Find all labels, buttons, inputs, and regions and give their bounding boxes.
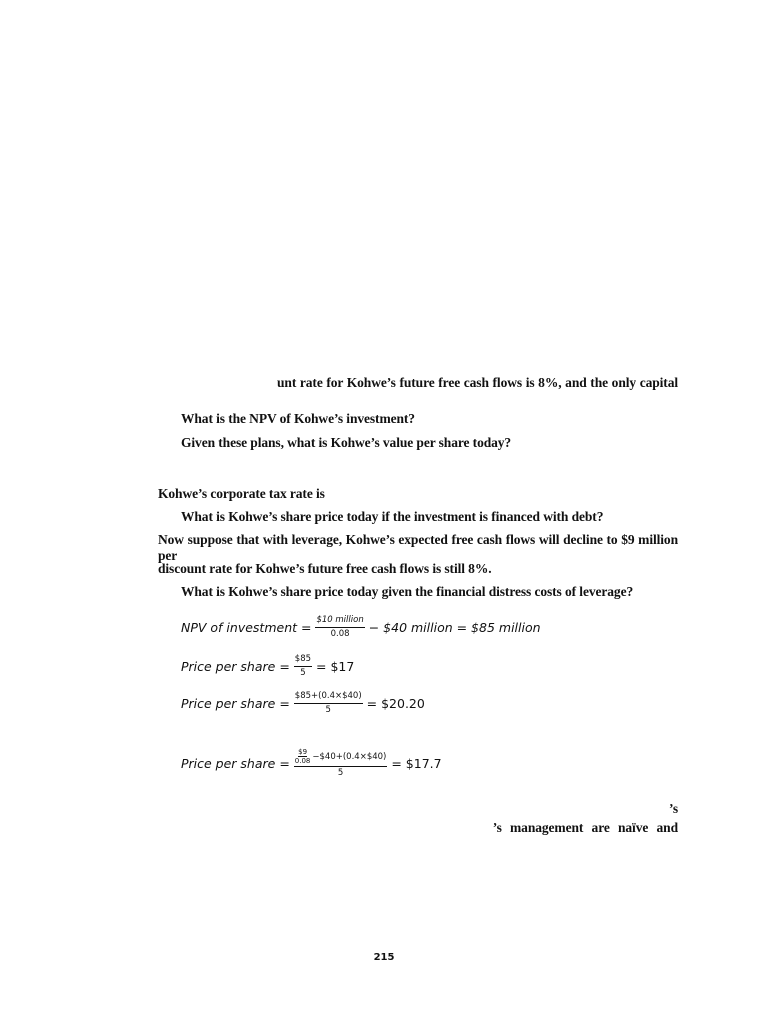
equation-price-1-rest: = $17 xyxy=(316,658,355,674)
equation-price-per-share-2 xyxy=(181,689,425,717)
equation-price-3-fraction xyxy=(294,748,388,779)
text-line-leverage xyxy=(158,532,678,564)
equation-price-3-inner-fraction xyxy=(295,748,311,765)
question-b: Given these plans, what is Kohwe’s value per share today? xyxy=(181,435,512,450)
equation-price-2-denominator: 5 xyxy=(325,704,331,715)
equation-price-2-lhs: Price per share = xyxy=(181,695,290,711)
equation-price-1-fraction xyxy=(294,654,312,679)
equation-price-1-denominator: 5 xyxy=(300,667,306,678)
equation-npv-denominator: 0.08 xyxy=(330,628,350,639)
equation-price-per-share-3 xyxy=(181,743,442,783)
text-line-leverage-content: Now suppose that with leverage, Kohwe’s expected free cash flows will decline to $9 million per xyxy=(158,532,678,563)
equation-price-3-rest: = $17.7 xyxy=(391,755,442,771)
equation-price-2-rest: = $20.20 xyxy=(366,695,425,711)
page-number: 215 xyxy=(373,952,395,963)
equation-npv-lhs: NPV of investment = xyxy=(181,619,312,635)
equation-price-2-fraction xyxy=(294,691,363,716)
equation-price-3-inner-denominator: 0.08 xyxy=(294,756,311,765)
equation-price-1-lhs: Price per share = xyxy=(181,658,290,674)
equation-npv-fraction xyxy=(315,615,364,640)
text-line-tax-rate: Kohwe’s corporate tax rate is xyxy=(158,486,325,501)
equation-price-per-share-1 xyxy=(181,652,354,680)
equation-price-3-lhs: Price per share = xyxy=(181,755,290,771)
equation-npv-rest: − $40 million = $85 million xyxy=(368,619,541,635)
equation-price-2-numerator: $85+(0.4×$40) xyxy=(294,691,363,704)
equation-price-3-inner-numerator: $9 xyxy=(298,747,308,756)
text-fragment-apostrophe-s: ’s xyxy=(668,801,678,816)
equation-price-1-numerator: $85 xyxy=(294,654,312,667)
question-d: What is Kohwe’s share price today given the financial distress costs of leverage? xyxy=(181,584,634,599)
question-a: What is the NPV of Kohwe’s investment? xyxy=(181,411,415,426)
equation-npv xyxy=(181,613,541,641)
text-line-discount: discount rate for Kohwe’s future free cash flows is still 8%. xyxy=(158,561,492,576)
question-c: What is Kohwe’s share price today if the investment is financed with debt? xyxy=(181,509,604,524)
equation-price-3-numerator xyxy=(294,748,388,767)
equation-npv-numerator: $10 million xyxy=(315,615,364,628)
text-line-management: ’s management are naïve and xyxy=(492,820,678,835)
equation-price-3-denominator: 5 xyxy=(337,767,344,778)
equation-price-3-numerator-rest: −$40+(0.4×$40) xyxy=(312,751,387,762)
text-line-discount-rate-content: unt rate for Kohwe’s future free cash flows is 8%, and the only capital xyxy=(277,375,678,390)
text-line-discount-rate xyxy=(277,375,678,391)
